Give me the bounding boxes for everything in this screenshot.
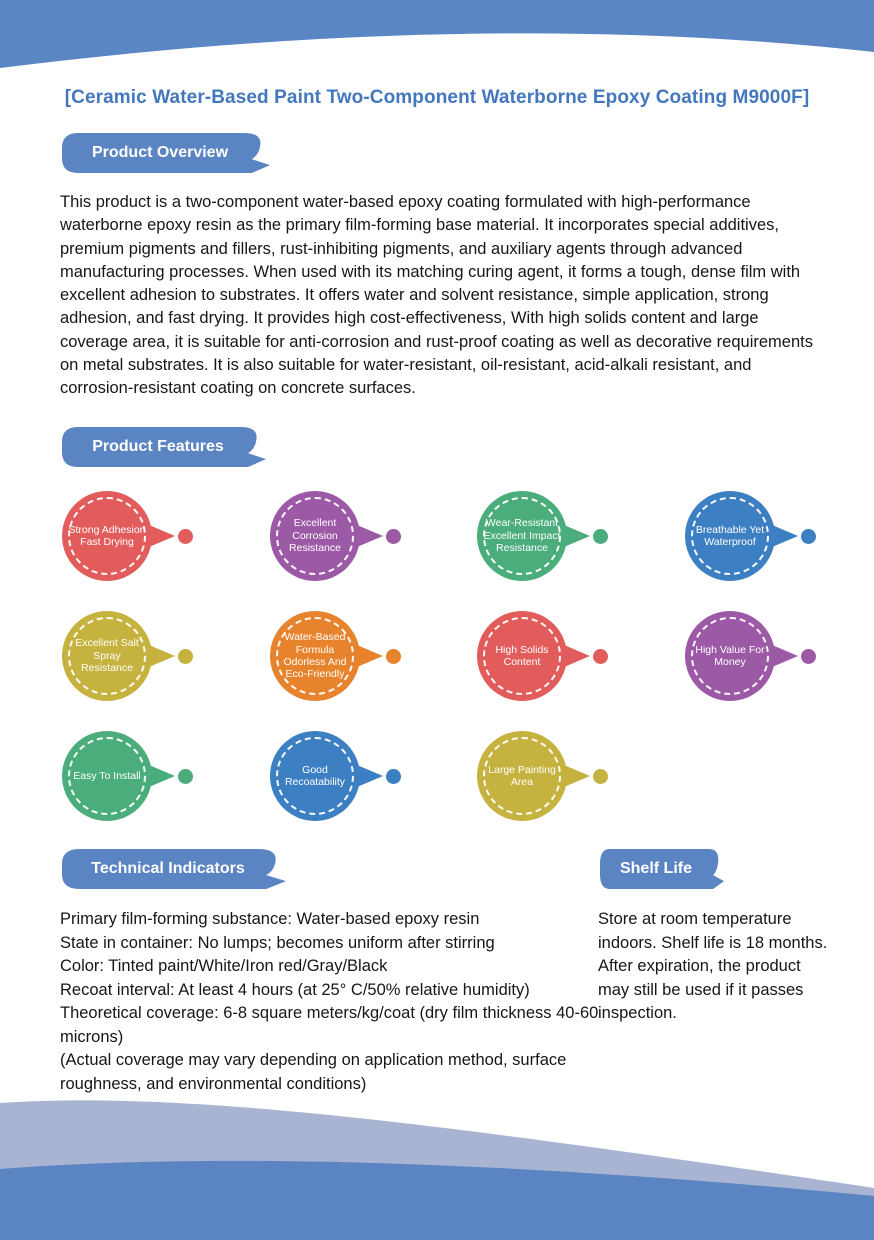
badge-circle xyxy=(270,611,360,701)
feature-badge xyxy=(62,611,262,701)
tech-line: Recoat interval: At least 4 hours (at 25° C/50% relative humidity) xyxy=(60,980,530,999)
badge-label: Strong Adhesion Fast Drying xyxy=(68,523,146,548)
badge-label: Breathable Yet Waterproof xyxy=(695,523,765,548)
bottom-wave-decoration xyxy=(0,1090,874,1240)
badge-label: Excellent Corrosion Resistance xyxy=(289,517,341,555)
section-heading: Product Overview xyxy=(91,144,229,161)
badge-label: Wear-Resistant Excellent Impact Resistance xyxy=(483,517,561,555)
badge-dot-icon xyxy=(593,529,608,544)
feature-badge xyxy=(270,491,470,581)
section-heading: Shelf Life xyxy=(619,860,692,877)
badge-circle xyxy=(270,491,360,581)
tech-line: Primary film-forming substance: Water-based epoxy resin xyxy=(60,910,480,928)
feature-badge xyxy=(477,491,677,581)
page-title: [Ceramic Water-Based Paint Two-Component Waterborne Epoxy Coating M9000F] xyxy=(64,87,810,108)
section-banner-product-features xyxy=(62,427,266,467)
tech-line: (Actual coverage may vary depending on application method, surface roughness, and environmental conditions) xyxy=(60,1051,567,1093)
badge-label: Excellent Salt Spray Resistance xyxy=(75,637,139,675)
badge-dot-icon xyxy=(178,529,193,544)
badge-circle xyxy=(62,731,152,821)
badge-dot-icon xyxy=(178,769,193,784)
shelf-life-paragraph: Store at room temperature indoors. Shelf life is 18 months. After expiration, the product may still be used if it passes inspection. xyxy=(598,910,828,1022)
feature-badge xyxy=(62,731,262,821)
section-banner-shelf-life xyxy=(600,849,724,889)
badge-pointer-icon xyxy=(564,645,590,667)
badge-label: Water-Based Formula Odorless And Eco-Friendly xyxy=(283,631,347,681)
technical-indicators-text xyxy=(60,908,600,1096)
badge-circle xyxy=(270,731,360,821)
badge-pointer-icon xyxy=(564,525,590,547)
badge-dot-icon xyxy=(386,529,401,544)
badge-pointer-icon xyxy=(772,525,798,547)
tech-line: Theoretical coverage: 6-8 square meters/kg/coat (dry film thickness 40-60 microns) xyxy=(60,1004,599,1046)
badge-dot-icon xyxy=(178,649,193,664)
badge-pointer-icon xyxy=(564,765,590,787)
badge-pointer-icon xyxy=(357,645,383,667)
badge-label: High Value For Money xyxy=(695,643,765,668)
badge-dot-icon xyxy=(593,649,608,664)
badge-pointer-icon xyxy=(149,645,175,667)
badge-circle xyxy=(477,731,567,821)
badge-circle xyxy=(62,611,152,701)
badge-circle xyxy=(477,611,567,701)
badge-dot-icon xyxy=(386,769,401,784)
badge-label: Good Recoatability xyxy=(284,763,346,788)
tech-line: State in container: No lumps; becomes uniform after stirring xyxy=(60,933,495,952)
badge-pointer-icon xyxy=(357,765,383,787)
section-banner-technical-indicators xyxy=(62,849,286,889)
badge-circle xyxy=(685,611,775,701)
feature-badge xyxy=(270,611,470,701)
section-heading: Product Features xyxy=(92,438,224,455)
badge-dot-icon xyxy=(593,769,608,784)
badge-dot-icon xyxy=(801,529,816,544)
feature-badge xyxy=(685,611,874,701)
badge-pointer-icon xyxy=(357,525,383,547)
overview-paragraph: This product is a two-component water-based epoxy coating formulated with high-performance waterborne epoxy resin as the primary film-forming base material. It incorporates special additives, premium pigments and fillers, rust-inhibiting pigments, and auxiliary agents through advanced manufacturing processes. When used with its matching curing agent, it forms a tough, dense film with excellent adhesion to substrates. It offers water and solvent resistance, simple application, strong adhesion, and fast drying. It provides high cost-effectiveness, With high solids content and large coverage area, it is suitable for anti-corrosion and rust-proof coating as well as decorative requirements on metal substrates. It is also suitable for water-resistant, oil-resistant, acid-alkali resistant, and corrosion-resistant coating on concrete surfaces. xyxy=(60,193,813,398)
top-wave-decoration xyxy=(0,0,874,85)
badge-label: Large Painting Area xyxy=(488,763,556,788)
feature-badge xyxy=(477,611,677,701)
badge-pointer-icon xyxy=(149,765,175,787)
badge-dot-icon xyxy=(801,649,816,664)
badge-circle xyxy=(685,491,775,581)
badge-dot-icon xyxy=(386,649,401,664)
feature-badge xyxy=(270,731,470,821)
tech-line: Color: Tinted paint/White/Iron red/Gray/Black xyxy=(60,957,388,975)
badge-circle xyxy=(62,491,152,581)
section-heading: Technical Indicators xyxy=(91,860,245,877)
badge-circle xyxy=(477,491,567,581)
badge-label: High Solids Content xyxy=(495,643,549,668)
section-banner-product-overview xyxy=(62,133,270,173)
badge-pointer-icon xyxy=(149,525,175,547)
badge-pointer-icon xyxy=(772,645,798,667)
badge-label: Easy To Install xyxy=(73,769,141,782)
feature-badge xyxy=(62,491,262,581)
feature-badge xyxy=(685,491,874,581)
feature-badge xyxy=(477,731,677,821)
